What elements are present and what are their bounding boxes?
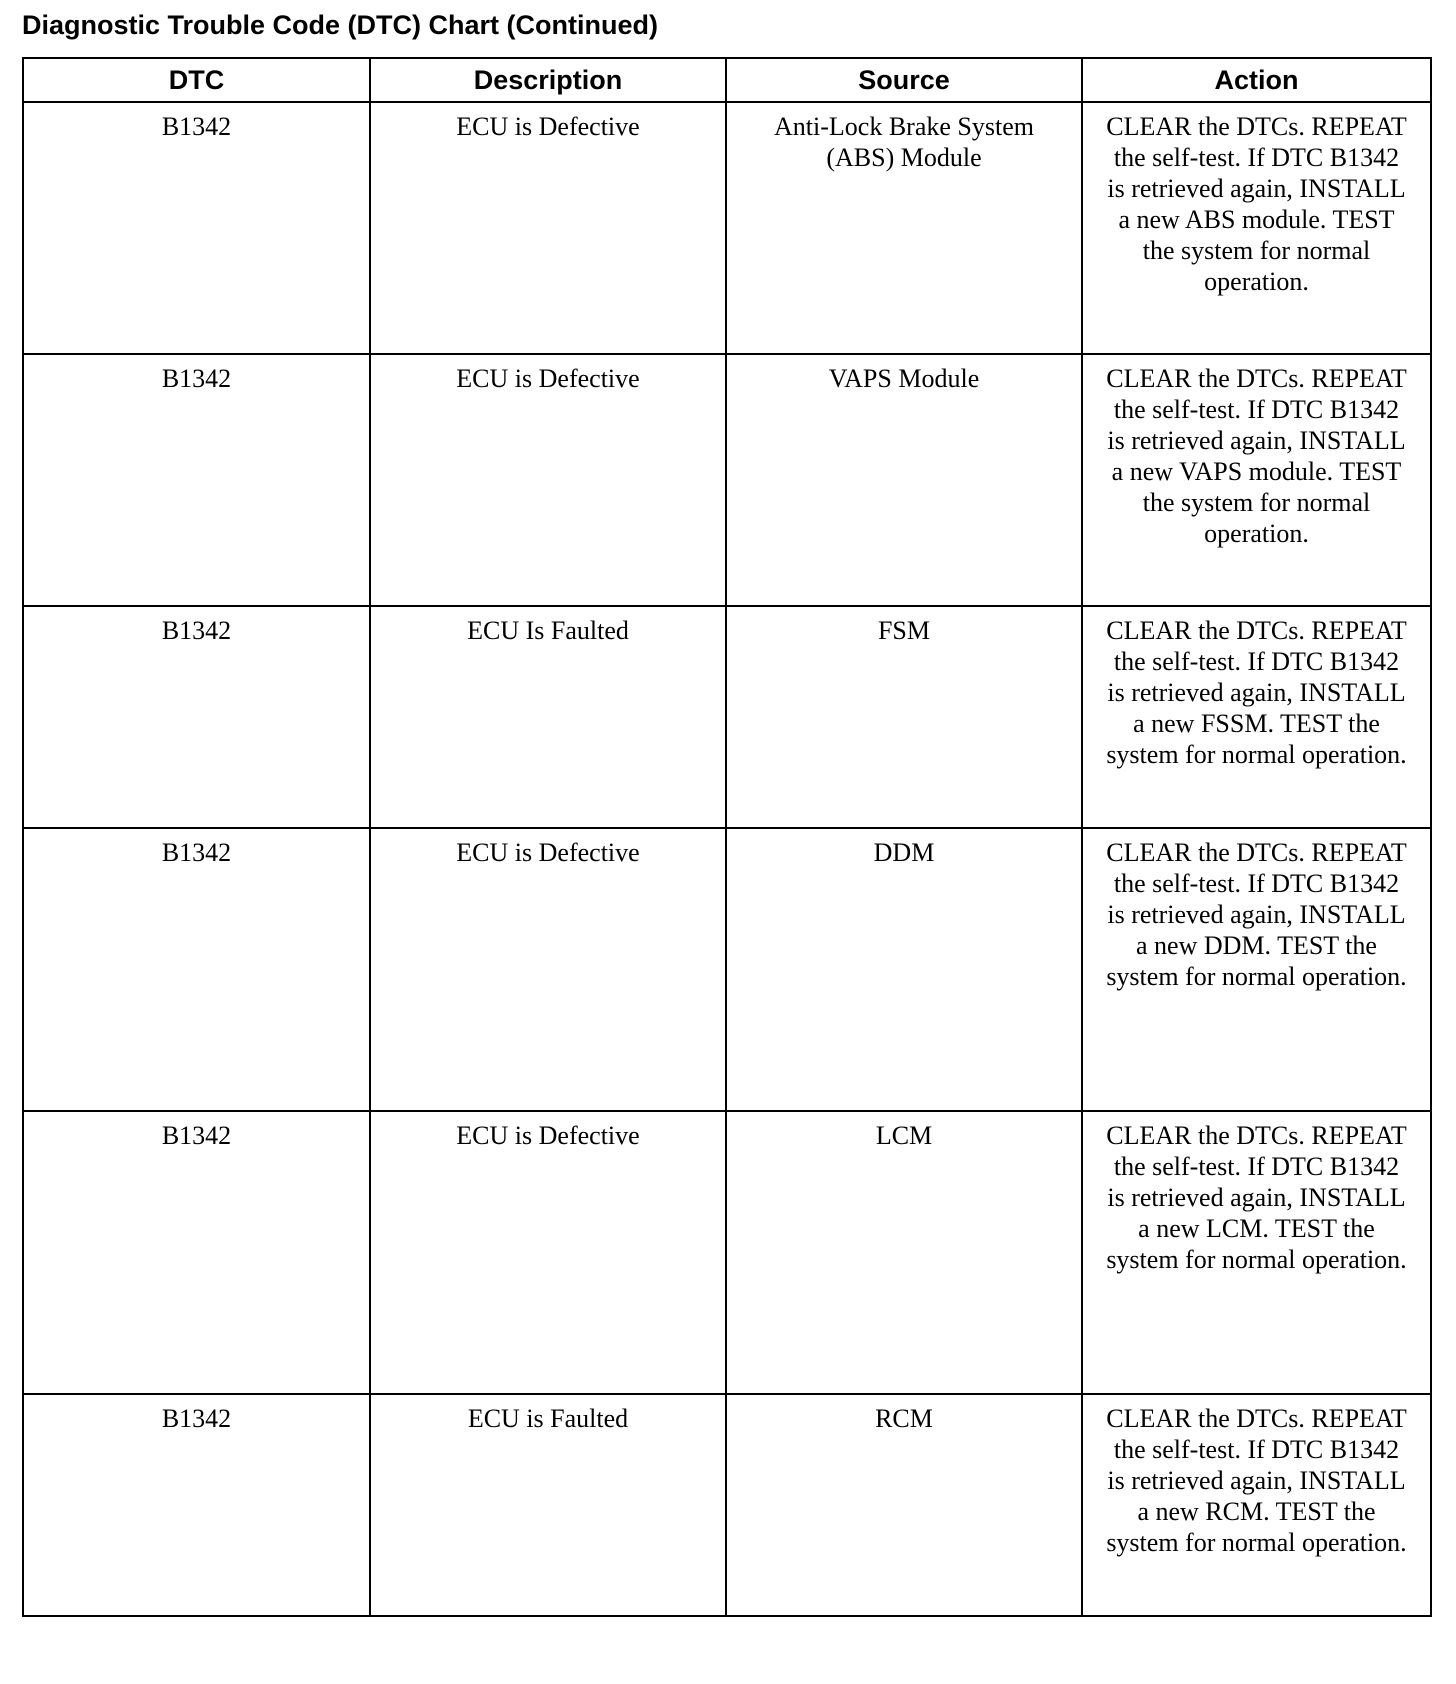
cell-description: ECU is Faulted bbox=[370, 1394, 726, 1616]
header-row bbox=[23, 58, 1431, 102]
cell-action: CLEAR the DTCs. REPEAT the self-test. If DTC B1342 is retrieved again, INSTALL a new FSSM. TEST the system for normal operation. bbox=[1082, 606, 1431, 828]
table-body bbox=[23, 102, 1431, 1616]
cell-action: CLEAR the DTCs. REPEAT the self-test. If DTC B1342 is retrieved again, INSTALL a new RCM. TEST the system for normal operation. bbox=[1082, 1394, 1431, 1616]
cell-action: CLEAR the DTCs. REPEAT the self-test. If DTC B1342 is retrieved again, INSTALL a new ABS module. TEST the system for normal operation. bbox=[1082, 102, 1431, 354]
table-row bbox=[23, 1111, 1431, 1394]
cell-action: CLEAR the DTCs. REPEAT the self-test. If DTC B1342 is retrieved again, INSTALL a new LCM. TEST the system for normal operation. bbox=[1082, 1111, 1431, 1394]
cell-source: FSM bbox=[726, 606, 1082, 828]
cell-action: CLEAR the DTCs. REPEAT the self-test. If DTC B1342 is retrieved again, INSTALL a new VAPS module. TEST the system for normal operation. bbox=[1082, 354, 1431, 606]
cell-description: ECU is Defective bbox=[370, 828, 726, 1111]
header-description: Description bbox=[370, 58, 726, 102]
dtc-table bbox=[22, 57, 1432, 1617]
cell-action: CLEAR the DTCs. REPEAT the self-test. If DTC B1342 is retrieved again, INSTALL a new DDM. TEST the system for normal operation. bbox=[1082, 828, 1431, 1111]
cell-dtc: B1342 bbox=[23, 828, 370, 1111]
cell-dtc: B1342 bbox=[23, 1111, 370, 1394]
cell-dtc: B1342 bbox=[23, 606, 370, 828]
table-row bbox=[23, 354, 1431, 606]
cell-description: ECU Is Faulted bbox=[370, 606, 726, 828]
header-source: Source bbox=[726, 58, 1082, 102]
cell-description: ECU is Defective bbox=[370, 354, 726, 606]
cell-source: VAPS Module bbox=[726, 354, 1082, 606]
table-row bbox=[23, 102, 1431, 354]
cell-dtc: B1342 bbox=[23, 102, 370, 354]
cell-dtc: B1342 bbox=[23, 1394, 370, 1616]
cell-source: DDM bbox=[726, 828, 1082, 1111]
table-row bbox=[23, 828, 1431, 1111]
page-title: Diagnostic Trouble Code (DTC) Chart (Continued) bbox=[22, 10, 658, 40]
table-header bbox=[23, 58, 1431, 102]
header-action: Action bbox=[1082, 58, 1431, 102]
cell-source: LCM bbox=[726, 1111, 1082, 1394]
table-row bbox=[23, 606, 1431, 828]
cell-description: ECU is Defective bbox=[370, 102, 726, 354]
cell-dtc: B1342 bbox=[23, 354, 370, 606]
cell-description: ECU is Defective bbox=[370, 1111, 726, 1394]
cell-source: RCM bbox=[726, 1394, 1082, 1616]
table-row bbox=[23, 1394, 1431, 1616]
header-dtc: DTC bbox=[23, 58, 370, 102]
cell-source: Anti-Lock Brake System (ABS) Module bbox=[726, 102, 1082, 354]
